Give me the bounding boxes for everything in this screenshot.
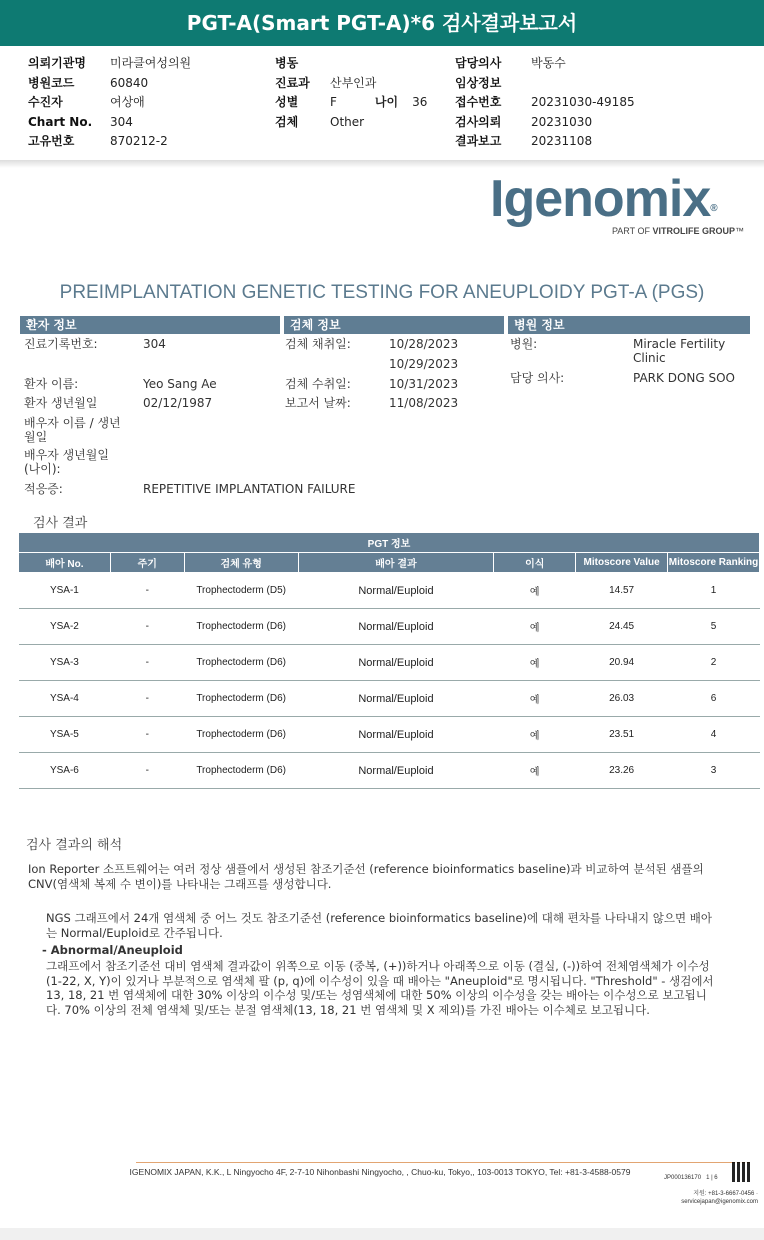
col-specimen-type: 검체 유형 bbox=[184, 553, 298, 573]
institution-label: 의뢰기관명 bbox=[28, 56, 86, 70]
chart-no-value: 304 bbox=[110, 114, 133, 129]
results-label: 검사 결과 bbox=[33, 516, 88, 531]
attending-doctor-label: 담당 의사: bbox=[510, 371, 565, 385]
cycle: - bbox=[110, 753, 184, 789]
interpretation-paragraph-1: Ion Reporter 소프트웨어는 여러 정상 샘플에서 생성된 참조기준선 (reference bioinformatics baseline)과 비교하여 분석된 샘플의 CNV(염색체 복제 수 변이)를 나타내는 그래프를 생성합니다. bbox=[28, 862, 704, 891]
hospital-code-label: 병원코드 bbox=[28, 75, 75, 90]
receive-date-value: 10/31/2023 bbox=[389, 377, 459, 391]
specimen-type: Trophectoderm (D5) bbox=[184, 573, 298, 609]
mitoscore-value: 23.26 bbox=[576, 753, 668, 789]
institution-value: 미라클여성의원 bbox=[110, 56, 192, 70]
bottom-band bbox=[0, 1228, 764, 1240]
clinical-info-label: 임상정보 bbox=[455, 75, 502, 90]
report-date-value: 20231108 bbox=[531, 134, 593, 148]
record-no-value: 304 bbox=[143, 337, 166, 351]
age-label: 나이 bbox=[374, 95, 399, 109]
department-label: 진료과 bbox=[275, 75, 310, 90]
embryo-id: YSA-6 bbox=[19, 753, 111, 789]
mitoscore-ranking: 4 bbox=[668, 717, 760, 753]
ward-label: 병동 bbox=[275, 56, 299, 70]
embryo-result: Normal/Euploid bbox=[298, 609, 494, 645]
embryo-result: Normal/Euploid bbox=[298, 717, 494, 753]
embryo-id: YSA-1 bbox=[19, 573, 111, 609]
cycle: - bbox=[110, 573, 184, 609]
embryo-id: YSA-3 bbox=[19, 645, 111, 681]
sex-label: 성별 bbox=[275, 95, 299, 109]
mitoscore-value: 14.57 bbox=[576, 573, 668, 609]
abnormal-title: - Abnormal/Aneuploid bbox=[42, 943, 183, 957]
footer-divider bbox=[136, 1162, 750, 1163]
department-value: 산부인과 bbox=[330, 75, 377, 90]
contact-email: servicejapan@igenomix.com bbox=[681, 1199, 758, 1205]
logo-tm: ™ bbox=[735, 226, 744, 236]
contact-phone: 지원: +81-3-6667-0456 · bbox=[693, 1191, 758, 1197]
sex-value: F bbox=[330, 95, 337, 109]
report-date-label: 결과보고 bbox=[455, 134, 502, 148]
cycle: - bbox=[110, 645, 184, 681]
transfer: 예 bbox=[494, 717, 576, 753]
patient-label: 수진자 bbox=[28, 95, 63, 109]
transfer: 예 bbox=[494, 753, 576, 789]
table-row bbox=[19, 609, 760, 645]
receipt-no-label: 접수번호 bbox=[455, 95, 502, 109]
interpretation-paragraph-2: NGS 그래프에서 24개 염색체 중 어느 것도 참조기준선 (reference bioinformatics baseline)에 대해 편차를 나타내지 않으면 배아는 Normal/Euploid로 간주됩니다. bbox=[46, 911, 712, 940]
report-date-value-2: 11/08/2023 bbox=[389, 396, 459, 410]
specimen-value: Other bbox=[330, 114, 365, 129]
transfer: 예 bbox=[494, 681, 576, 717]
header-col-2 bbox=[275, 54, 427, 132]
embryo-id: YSA-5 bbox=[19, 717, 111, 753]
cycle: - bbox=[110, 609, 184, 645]
footer-doc-info bbox=[664, 1175, 718, 1181]
hospital-code-value: 60840 bbox=[110, 75, 149, 90]
patient-name-value: Yeo Sang Ae bbox=[143, 377, 217, 391]
cycle: - bbox=[110, 717, 184, 753]
page-number: 1 | 6 bbox=[706, 1175, 718, 1181]
transfer: 예 bbox=[494, 573, 576, 609]
specimen-section-header: 검체 정보 bbox=[284, 316, 504, 334]
specimen-label: 검체 bbox=[275, 114, 299, 129]
col-mitoscore-ranking: Mitoscore Ranking bbox=[668, 553, 760, 573]
doctor-value: 박동수 bbox=[531, 56, 566, 70]
col-cycle: 주기 bbox=[110, 553, 184, 573]
collect-date-value-2: 10/29/2023 bbox=[389, 357, 459, 371]
embryo-result: Normal/Euploid bbox=[298, 753, 494, 789]
embryo-result: Normal/Euploid bbox=[298, 681, 494, 717]
chart-no-label: Chart No. bbox=[28, 114, 93, 129]
patient-dob-value: 02/12/1987 bbox=[143, 396, 213, 410]
col-mitoscore-value: Mitoscore Value bbox=[576, 553, 668, 573]
report-title: PGT-A(Smart PGT-A)*6 검사결과보고서 bbox=[0, 0, 764, 46]
col-embryo-no: 배아 No. bbox=[19, 553, 111, 573]
mitoscore-value: 20.94 bbox=[576, 645, 668, 681]
specimen-type: Trophectoderm (D6) bbox=[184, 609, 298, 645]
pgt-results-table bbox=[18, 532, 760, 789]
patient-name-label: 환자 이름: bbox=[24, 377, 79, 391]
col-embryo-result: 배아 결과 bbox=[298, 553, 494, 573]
mitoscore-value: 26.03 bbox=[576, 681, 668, 717]
table-group-header: PGT 정보 bbox=[19, 533, 760, 553]
request-date-value: 20231030 bbox=[531, 114, 593, 129]
record-no-label: 진료기록번호: bbox=[24, 337, 98, 351]
main-title: PREIMPLANTATION GENETIC TESTING FOR ANEUPLOIDY PGT-A (PGS) bbox=[59, 282, 705, 303]
col-transfer: 이식 bbox=[494, 553, 576, 573]
indication-value: REPETITIVE IMPLANTATION FAILURE bbox=[143, 482, 356, 496]
logo-word: Igenomix bbox=[490, 170, 711, 228]
doctor-label: 담당의사 bbox=[455, 56, 502, 70]
interpretation-title: 검사 결과의 해석 bbox=[26, 838, 123, 853]
patient-section-header: 환자 정보 bbox=[20, 316, 280, 334]
receipt-no-value: 20231030-49185 bbox=[531, 95, 635, 109]
qr-code-icon bbox=[732, 1162, 752, 1182]
embryo-id: YSA-4 bbox=[19, 681, 111, 717]
request-date-label: 검사의뢰 bbox=[455, 114, 502, 129]
header-divider bbox=[0, 160, 764, 168]
interpretation-paragraph-3: 그래프에서 참조기준선 대비 염색체 결과값이 위쪽으로 이동 (중복, (+))하거나 아래쪽으로 이동 (결실, (-))하여 전체염색체가 이수성 (1-22, X, Y)이 있거나 부분적으로 염색체 팔 (p, q)에 이수성이 있을 때 배아는 "Aneuploid"로 명시됩니다. "Threshold" - 생검에서 13, 18, 21 번 염색체에 대한 30% 이상의 이수성 및/또는 성염색체에 대한 50% 이상의 이수성을 갖는 배아는 이수성으로 보고됩니다. 70% 이상의 전체 염색체 및/또는 분절 염색체(13, 18, 21 번 염색체 및 X 제외)를 가진 배아는 이수체로 보고됩니다. bbox=[46, 959, 714, 1017]
table-row bbox=[19, 753, 760, 789]
transfer: 예 bbox=[494, 609, 576, 645]
hospital-name-label: 병원: bbox=[510, 337, 538, 351]
unique-id-value: 870212-2 bbox=[110, 134, 168, 148]
specimen-type: Trophectoderm (D6) bbox=[184, 645, 298, 681]
specimen-type: Trophectoderm (D6) bbox=[184, 717, 298, 753]
receive-date-label: 검체 수취일: bbox=[285, 377, 351, 391]
spouse-name-label: 배우자 이름 / 생년월일 bbox=[24, 416, 121, 444]
spouse-dob-label: 배우자 생년월일 (나이): bbox=[24, 448, 109, 476]
mitoscore-ranking: 2 bbox=[668, 645, 760, 681]
logo-sub-prefix: PART OF bbox=[611, 226, 650, 236]
igenomix-logo bbox=[490, 172, 750, 236]
footer-address: IGENOMIX JAPAN, K.K., L Ningyocho 4F, 2-7-10 Nihonbashi Ningyocho, , Chuo-ku, Tokyo,, 103-0013 TOKYO, Tel: +81-3-4588-0579 bbox=[129, 1167, 631, 1177]
collect-date-value-1: 10/28/2023 bbox=[389, 337, 459, 351]
doc-code: JP000136170 bbox=[664, 1175, 702, 1181]
embryo-result: Normal/Euploid bbox=[298, 573, 494, 609]
logo-reg: ® bbox=[710, 203, 717, 214]
header-col-1 bbox=[28, 54, 191, 152]
unique-id-label: 고유번호 bbox=[28, 134, 75, 148]
mitoscore-ranking: 5 bbox=[668, 609, 760, 645]
mitoscore-ranking: 1 bbox=[668, 573, 760, 609]
specimen-type: Trophectoderm (D6) bbox=[184, 753, 298, 789]
hospital-section-header: 병원 정보 bbox=[508, 316, 750, 334]
indication-label: 적응증: bbox=[24, 482, 63, 496]
mitoscore-ranking: 6 bbox=[668, 681, 760, 717]
patient-value: 여상애 bbox=[110, 95, 145, 109]
patient-dob-label: 환자 생년월일 bbox=[24, 396, 98, 410]
attending-doctor-value: PARK DONG SOO bbox=[633, 371, 735, 385]
mitoscore-ranking: 3 bbox=[668, 753, 760, 789]
embryo-id: YSA-2 bbox=[19, 609, 111, 645]
age-value: 36 bbox=[412, 95, 428, 109]
hospital-name-value: Miracle Fertility Clinic bbox=[633, 337, 726, 365]
header-col-3 bbox=[455, 54, 635, 152]
table-row bbox=[19, 717, 760, 753]
collect-date-label: 검체 채취일: bbox=[285, 337, 351, 351]
transfer: 예 bbox=[494, 645, 576, 681]
mitoscore-value: 23.51 bbox=[576, 717, 668, 753]
specimen-type: Trophectoderm (D6) bbox=[184, 681, 298, 717]
table-row bbox=[19, 645, 760, 681]
mitoscore-value: 24.45 bbox=[576, 609, 668, 645]
cycle: - bbox=[110, 681, 184, 717]
embryo-result: Normal/Euploid bbox=[298, 645, 494, 681]
report-date-label-2: 보고서 날짜: bbox=[285, 396, 351, 410]
logo-sub-brand: VITROLIFE GROUP bbox=[652, 226, 735, 236]
table-row bbox=[19, 573, 760, 609]
table-row bbox=[19, 681, 760, 717]
footer-contact bbox=[668, 1190, 758, 1206]
